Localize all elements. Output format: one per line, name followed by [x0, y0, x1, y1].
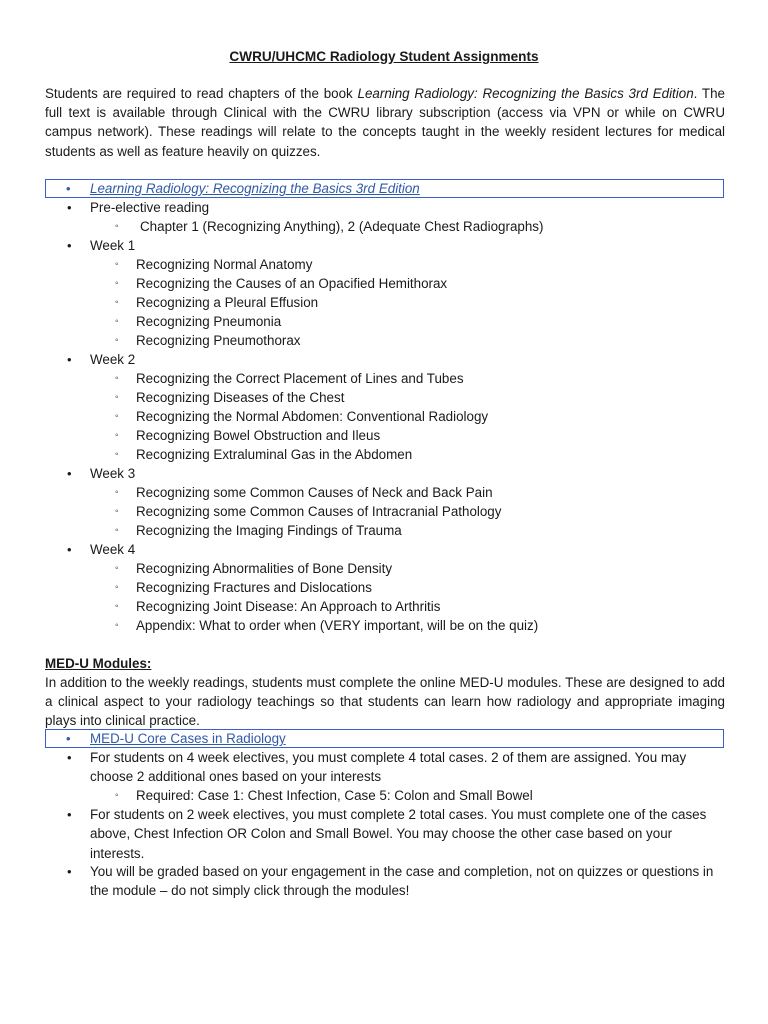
reading-item: Recognizing the Normal Abdomen: Conventional Radiology: [136, 409, 489, 424]
sub-bullet: ◦: [115, 221, 119, 232]
intro-text-start: Students are required to read chapters of the book: [45, 86, 358, 101]
reading-item: Chapter 1 (Recognizing Anything), 2 (Adequate Chest Radiographs): [140, 219, 544, 234]
reading-item: Recognizing some Common Causes of Neck and Back Pain: [136, 485, 493, 500]
reading-item: Recognizing Abnormalities of Bone Density: [136, 561, 393, 576]
sub-bullet: ◦: [115, 620, 119, 631]
bullet: •: [67, 238, 72, 253]
bullet: •: [67, 542, 72, 557]
reading-item: Recognizing Fractures and Dislocations: [136, 580, 372, 595]
reading-item: Recognizing a Pleural Effusion: [136, 295, 319, 310]
week-1-label: Week 1: [90, 238, 136, 253]
bullet: •: [67, 352, 72, 367]
reading-item: Recognizing Diseases of the Chest: [136, 390, 345, 405]
week-4-label: Week 4: [90, 542, 136, 557]
sub-bullet: ◦: [115, 790, 119, 801]
sub-bullet: ◦: [115, 373, 119, 384]
sub-bullet: ◦: [115, 411, 119, 422]
sub-bullet: ◦: [115, 506, 119, 517]
reading-item: Recognizing Normal Anatomy: [136, 257, 313, 272]
week-3-label: Week 3: [90, 466, 136, 481]
medu-heading: MED-U Modules:: [45, 656, 152, 671]
book-link-box: [45, 179, 724, 198]
bullet: •: [67, 200, 72, 215]
sub-bullet: ◦: [115, 278, 119, 289]
week-2-label: Week 2: [90, 352, 136, 367]
sub-bullet: ◦: [115, 316, 119, 327]
required-cases: Required: Case 1: Chest Infection, Case 5: Colon and Small Bowel: [136, 788, 533, 803]
reading-item: Recognizing the Correct Placement of Lines and Tubes: [136, 371, 464, 386]
medu-link-box: [45, 729, 724, 748]
sub-bullet: ◦: [115, 582, 119, 593]
reading-item: Recognizing Pneumothorax: [136, 333, 301, 348]
medu-link[interactable]: MED-U Core Cases in Radiology: [90, 731, 286, 746]
medu-item: For students on 2 week electives, you must complete 2 total cases. You must complete one of the cases above, Chest Infection OR Colon and Small Bowel. You may choose the other case based on your interests.: [90, 807, 707, 861]
sub-bullet: ◦: [115, 392, 119, 403]
intro-text-end: . The full text is available through Clinical with the CWRU library subscription (access via VPN or while on CWRU campus network). These readings will relate to the concepts taught in the weekly resident lectures for medical students as well as feature heavily on quizzes.: [45, 86, 725, 159]
page-title: CWRU/UHCMC Radiology Student Assignments: [229, 49, 539, 64]
reading-item: Recognizing Pneumonia: [136, 314, 282, 329]
sub-bullet: ◦: [115, 487, 119, 498]
bullet: •: [66, 181, 71, 196]
bullet: •: [67, 864, 72, 879]
sub-bullet: ◦: [115, 449, 119, 460]
pre-elective-label: Pre-elective reading: [90, 200, 210, 215]
bullet: •: [67, 466, 72, 481]
intro-paragraph: [45, 84, 725, 161]
reading-item: Recognizing some Common Causes of Intracranial Pathology: [136, 504, 502, 519]
reading-item: Appendix: What to order when (VERY important, will be on the quiz): [136, 618, 539, 633]
bullet: •: [67, 750, 72, 765]
sub-bullet: ◦: [115, 430, 119, 441]
reading-item: Recognizing Extraluminal Gas in the Abdomen: [136, 447, 413, 462]
medu-intro-paragraph: In addition to the weekly readings, students must complete the online MED-U modules. These are designed to add a clinical aspect to your radiology teachings so that students can learn how radiology and appropriate imaging plays into clinical practice.: [45, 675, 725, 729]
bullet: •: [66, 731, 71, 746]
bullet: •: [67, 807, 72, 822]
sub-bullet: ◦: [115, 563, 119, 574]
sub-bullet: ◦: [115, 297, 119, 308]
sub-bullet: ◦: [115, 601, 119, 612]
sub-bullet: ◦: [115, 525, 119, 536]
sub-bullet: ◦: [115, 335, 119, 346]
sub-bullet: ◦: [115, 259, 119, 270]
medu-item: You will be graded based on your engagement in the case and completion, not on quizzes or questions in the module – do not simply click through the modules!: [90, 864, 714, 899]
reading-item: Recognizing the Imaging Findings of Trauma: [136, 523, 402, 538]
intro-book-title: Learning Radiology: Recognizing the Basics 3rd Edition: [357, 86, 694, 101]
reading-item: Recognizing Joint Disease: An Approach to Arthritis: [136, 599, 441, 614]
reading-item: Recognizing the Causes of an Opacified Hemithorax: [136, 276, 448, 291]
reading-item: Recognizing Bowel Obstruction and Ileus: [136, 428, 381, 443]
medu-item: For students on 4 week electives, you must complete 4 total cases. 2 of them are assigned. You may choose 2 additional ones based on your interests: [90, 750, 687, 785]
book-link[interactable]: Learning Radiology: Recognizing the Basics 3rd Edition: [90, 181, 420, 196]
